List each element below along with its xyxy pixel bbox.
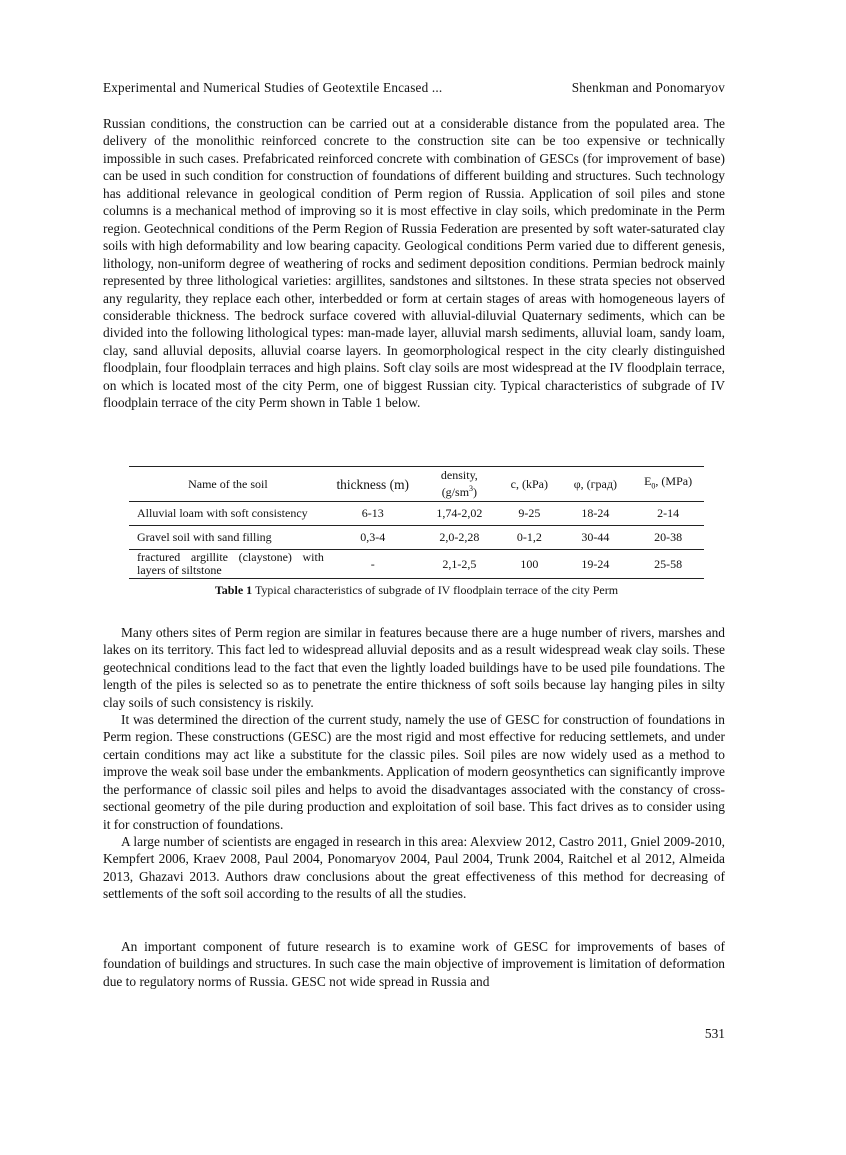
body-paragraph-1: Russian conditions, the construction can be carried out at a considerable distance from the populated area. The delivery of the monolithic reinforced concrete to the construction site can be too expensive or technically impossible in such cases. Prefabricated reinforced concrete with combination of GESCs (for improvement of base) can be used in such condition for construction of foundations of different building and structures. Such technology has additional relevance in geological condition of Perm region of Russia. Application of soil piles and stone columns is a mechanical method of improving so it is most effective in clay soils, which predominate in the Perm region. Geotechnical conditions of the Perm Region of Russia Federation are presented by soft water-saturated clay soils with high deformability and low bearing capacity. Geological conditions Perm varied due to different genesis, lithology, non-uniform degree of weathering of rocks and sediment deposition conditions. Permian bedrock mainly represented by three lithological varieties: argillites, sandstones and siltstones. In these strata species not observed any regularity, they replace each other, interbedded or form at certain stages of areas with homogeneous layers of considerable thickness. The bedrock surface covered with alluvial-diluvial Quaternary sediments, which can be divided into the following lithological types: man-made layer, alluvial marsh sediments, alluvial loam, sandy loam, clay, sand alluvial deposits, alluvial coarse layers. In geomorphological respect in the city clearly distinguished floodplain, four floodplain terraces and high plains. Soft clay soils are most widespread at the IV floodplain terrace, on which is located most of the city Perm, one of biggest Russian city. Typical characteristics of subgrade of IV floodplain terrace of the city Perm shown in Table 1 below. xyxy=(103,116,725,411)
soil-table-wrapper xyxy=(129,466,704,579)
col-header-e0 xyxy=(632,467,704,502)
table-row xyxy=(129,502,704,526)
body-paragraph-2: Many others sites of Perm region are similar in features because there are a huge number of rivers, marshes and lakes on its territory. This fact led to widespread alluvial deposits and as a result widespread weak clay soils. These geotechnical conditions lead to the fact that even the lightly loaded buildings have to be used pile foundations. The length of the piles is selected so as to penetrate the entire thickness of soft soils because lay hanging piles in silty clay soils of such consistency is riskily. xyxy=(103,625,725,710)
cell-name: Gravel soil with sand filling xyxy=(129,526,327,550)
cell-name: fractured argillite (claystone) with layers of siltstone xyxy=(129,550,327,579)
e0-sub: 0 xyxy=(651,481,656,491)
cell-e0: 20-38 xyxy=(632,526,704,550)
table-caption xyxy=(129,583,704,598)
cell-phi: 30-44 xyxy=(559,526,633,550)
cell-phi: 19-24 xyxy=(559,550,633,579)
col-header-density xyxy=(419,467,501,502)
body-paragraph-4: A large number of scientists are engaged in research in this area: Alexview 2012, Castro 2011, Gniel 2009-2010, Kempfert 2006, Kraev 2008, Paul 2004, Ponomaryov 2004, Paul 2004, Trunk 2004, Raitchel et al 2012, Almeida 2013, Ghazavi 2013. Authors draw conclusions about the great effectiveness of this method for decreasing of settlements of the soft soil according to the results of all the studies. xyxy=(103,834,725,902)
cell-phi: 18-24 xyxy=(559,502,633,526)
table-row xyxy=(129,550,704,579)
cell-e0: 2-14 xyxy=(632,502,704,526)
col-header-name: Name of the soil xyxy=(129,467,327,502)
table-row xyxy=(129,526,704,550)
page-number: 531 xyxy=(704,1026,725,1041)
cell-thickness: - xyxy=(327,550,419,579)
running-header xyxy=(103,80,725,98)
header-title: Experimental and Numerical Studies of Geotextile Encased ... xyxy=(103,80,443,95)
table-caption-text: Typical characteristics of subgrade of IV floodplain terrace of the city Perm xyxy=(252,583,619,597)
body-paragraph-3: It was determined the direction of the current study, namely the use of GESC for construction of foundations in Perm region. These constructions (GESC) are the most rigid and most effective for reducing settlemets, and under certain conditions may act like a substitute for the classic piles. Soil piles are now widely used as a method to improve the weak soil base under the embankments. Application of modern geosynthetics can significantly improve the performance of classic soil piles and helps to avoid the disadvantages associated with the constancy of cross-sectional geometry of the pile during production and exploitation of soil base. This fact drives as to consider using it for construction of foundations. xyxy=(103,712,725,832)
density-unit: (g/sm xyxy=(441,485,470,499)
cell-c: 100 xyxy=(500,550,558,579)
cell-thickness: 6-13 xyxy=(327,502,419,526)
col-header-phi: φ, (град) xyxy=(559,467,633,502)
table-caption-label: Table 1 xyxy=(214,583,253,597)
cell-density: 2,0-2,28 xyxy=(419,526,501,550)
e0-label: E xyxy=(644,474,652,489)
col-header-c: c, (kPa) xyxy=(500,467,558,502)
col-header-thickness: thickness (m) xyxy=(327,467,419,502)
table-header-row xyxy=(129,467,704,502)
header-authors: Shenkman and Ponomaryov xyxy=(571,80,725,95)
cell-thickness: 0,3-4 xyxy=(327,526,419,550)
density-label: density, xyxy=(440,468,478,482)
cell-density: 2,1-2,5 xyxy=(419,550,501,579)
soil-characteristics-table xyxy=(129,466,704,579)
density-unit-close: ) xyxy=(473,485,478,499)
cell-c: 9-25 xyxy=(500,502,558,526)
cell-c: 0-1,2 xyxy=(500,526,558,550)
e0-unit: , (MPa) xyxy=(655,474,693,489)
cell-e0: 25-58 xyxy=(632,550,704,579)
density-unit-sup: 3 xyxy=(469,484,474,493)
cell-density: 1,74-2,02 xyxy=(419,502,501,526)
cell-name: Alluvial loam with soft consistency xyxy=(129,502,327,526)
body-paragraph-5: An important component of future research is to examine work of GESC for improvements of bases of foundation of buildings and structures. In such case the main objective of improvement is limitation of deformation due to regulatory norms of Russia. GESC not wide spread in Russia and xyxy=(103,939,725,989)
